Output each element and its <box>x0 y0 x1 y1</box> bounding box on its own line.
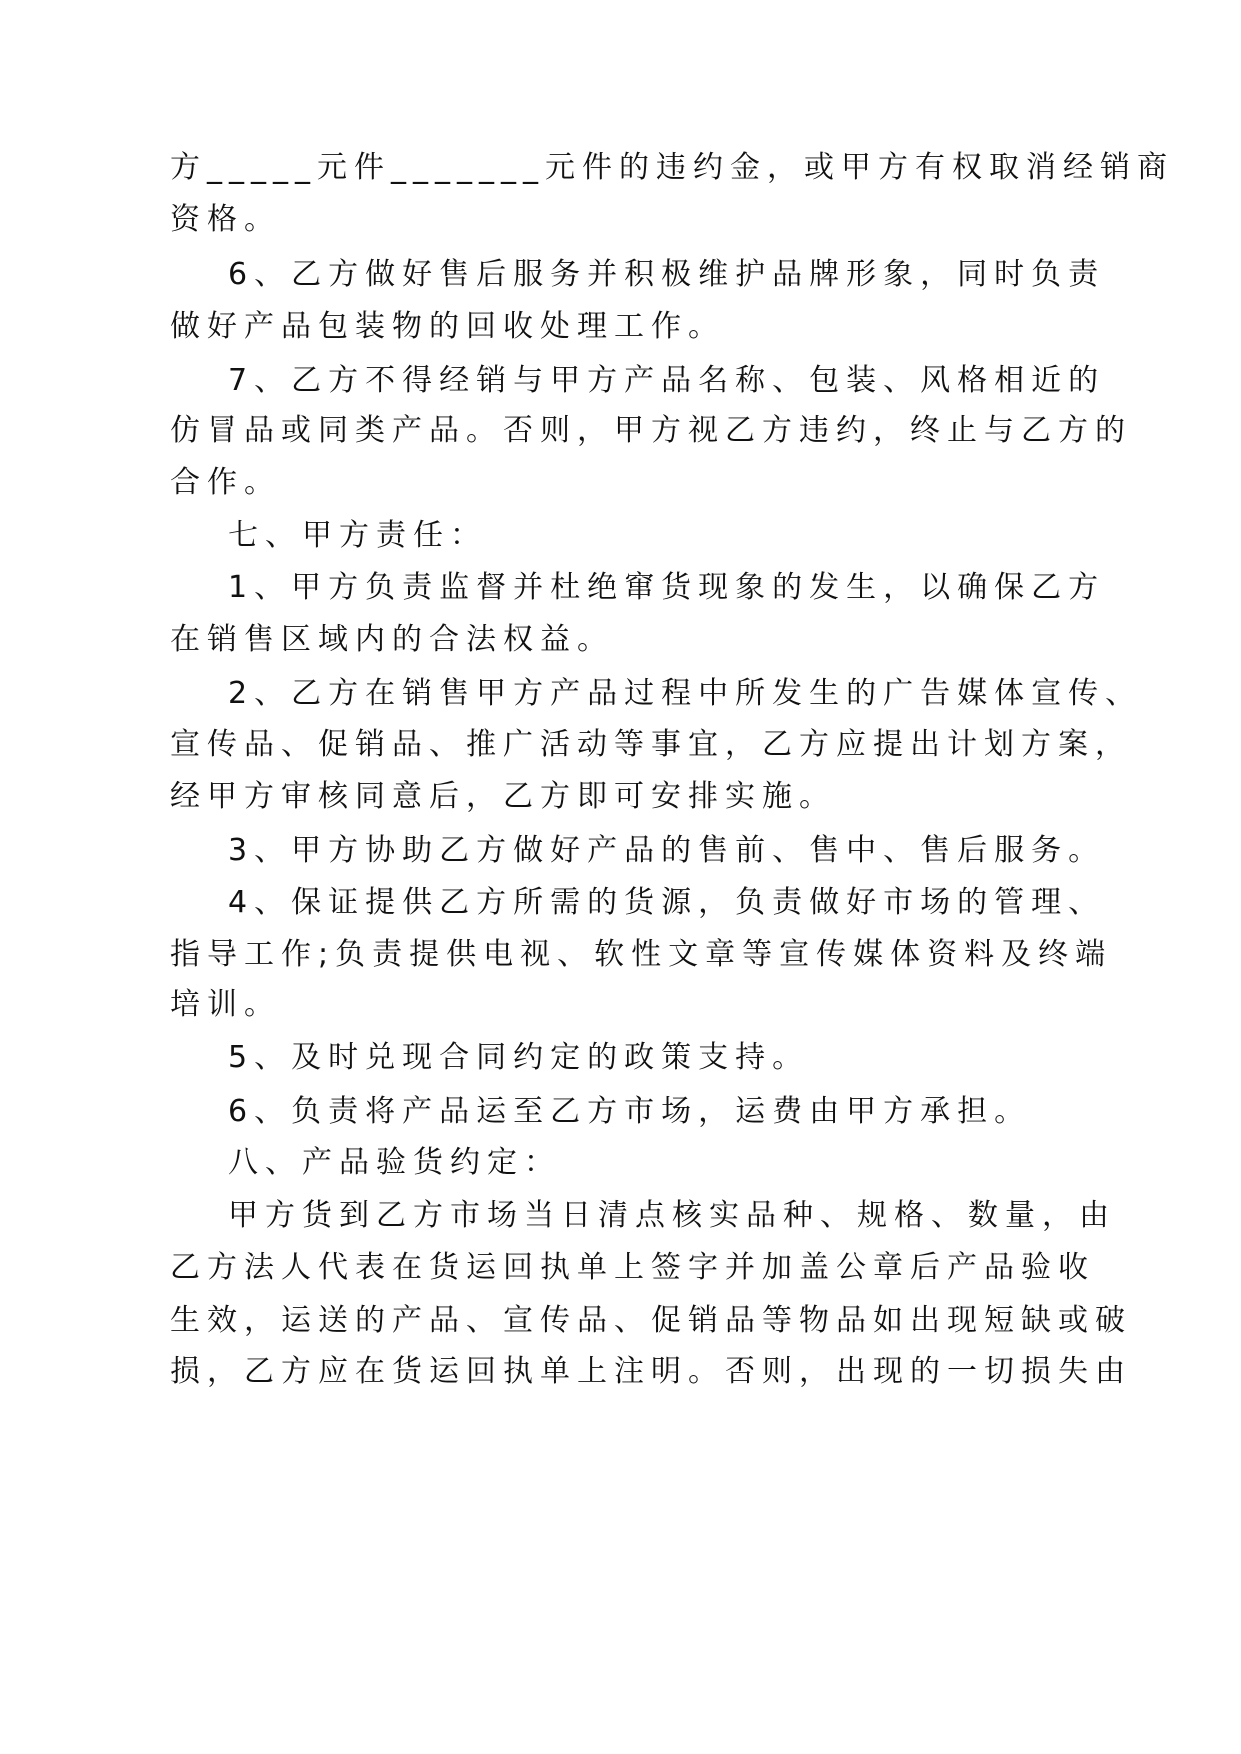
text-line: 4、保证提供乙方所需的货源，负责做好市场的管理、 <box>228 885 1106 920</box>
text-line: 合作。 <box>170 465 281 500</box>
text-line: 方_____元件_______元件的违约金，或甲方有权取消经销商 <box>170 150 1174 185</box>
text-line: 经甲方审核同意后，乙方即可安排实施。 <box>170 779 836 814</box>
text-line: 7、乙方不得经销与甲方产品名称、包装、风格相近的 <box>228 363 1106 398</box>
text-line: 6、负责将产品运至乙方市场，运费由甲方承担。 <box>228 1094 1032 1129</box>
text-line: 5、及时兑现合同约定的政策支持。 <box>228 1040 810 1075</box>
text-line: 2、乙方在销售甲方产品过程中所发生的广告媒体宣传、 <box>228 676 1143 711</box>
text-line: 1、甲方负责监督并杜绝窜货现象的发生，以确保乙方 <box>228 570 1106 605</box>
text-line: 3、甲方协助乙方做好产品的售前、售中、售后服务。 <box>228 833 1106 868</box>
text-line: 做好产品包装物的回收处理工作。 <box>170 309 725 344</box>
text-line: 损，乙方应在货运回执单上注明。否则，出现的一切损失由 <box>170 1354 1132 1389</box>
text-line: 八、产品验货约定： <box>228 1145 561 1180</box>
text-line: 培训。 <box>170 987 281 1022</box>
text-line: 乙方法人代表在货运回执单上签字并加盖公章后产品验收 <box>170 1250 1095 1285</box>
text-line: 6、乙方做好售后服务并积极维护品牌形象，同时负责 <box>228 257 1106 292</box>
text-line: 宣传品、促销品、推广活动等事宜，乙方应提出计划方案， <box>170 727 1132 762</box>
text-line: 生效，运送的产品、宣传品、促销品等物品如出现短缺或破 <box>170 1303 1132 1338</box>
text-line: 七、甲方责任： <box>228 518 487 553</box>
text-line: 仿冒品或同类产品。否则，甲方视乙方违约，终止与乙方的 <box>170 413 1132 448</box>
text-line: 指导工作;负责提供电视、软性文章等宣传媒体资料及终端 <box>170 937 1113 972</box>
text-line: 甲方货到乙方市场当日清点核实品种、规格、数量，由 <box>228 1198 1116 1233</box>
text-line: 在销售区域内的合法权益。 <box>170 622 614 657</box>
text-line: 资格。 <box>170 202 281 237</box>
